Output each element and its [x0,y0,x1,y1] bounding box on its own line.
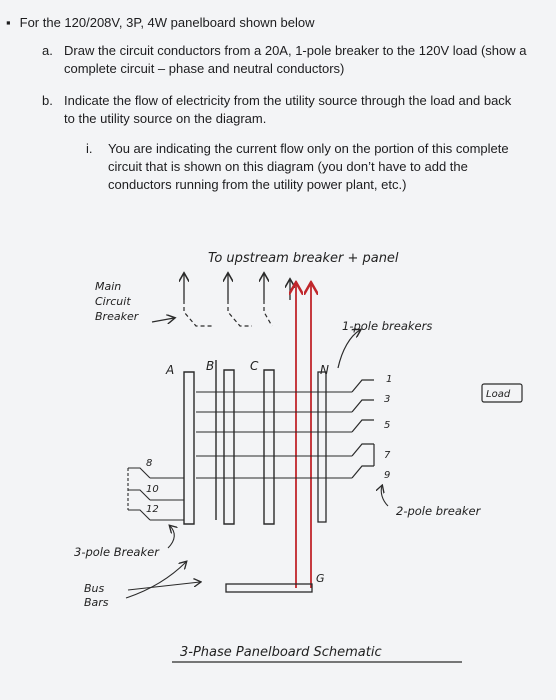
bus-bars [184,360,274,524]
breaker-number-12: 12 [146,504,159,515]
question-text: For the 120/208V, 3P, 4W panelboard shown below [19,15,315,30]
top-label: To upstream breaker + panel [208,251,399,266]
breaker-number-5: 5 [384,420,391,431]
main-breaker-label-1: Main [95,280,122,293]
item-b-line2: to the utility source on the diagram. [64,111,267,126]
ground-label: G [316,572,325,585]
main-breaker-switches [184,300,272,326]
item-a-label: a. [42,43,53,58]
main-breaker-label-3: Breaker [95,310,139,323]
neutral-label: N [320,363,329,377]
breaker-number-7: 7 [384,450,391,461]
item-b-i-label: i. [86,141,93,156]
bus-arrow-2 [128,582,200,590]
breaker-number-10: 10 [146,484,159,495]
item-a-line2: complete circuit – phase and neutral conductors) [64,61,345,76]
item-b-label: b. [42,93,53,108]
phase-b-label: B [206,359,215,373]
schematic-title: 3-Phase Panelboard Schematic [180,645,382,660]
item-b-i-line2: circuit that is shown on this diagram (you don’t have to add the [108,159,468,174]
bullet-icon: ▪ [6,15,11,30]
one-pole-label: 1-pole breakers [342,319,433,333]
breaker-number-9: 9 [384,470,391,481]
two-pole-arrow [381,486,388,506]
three-pole-arrow [168,526,174,548]
item-a-line1: Draw the circuit conductors from a 20A, 1-pole breaker to the 120V load (show a [64,43,527,58]
upstream-arrows [184,274,290,300]
main-breaker-label-2: Circuit [95,295,131,308]
breaker-taps [150,392,352,520]
phase-c-label: C [250,359,259,373]
item-b-i-line1: You are indicating the current flow only on the portion of this complete [108,141,509,156]
breaker-number-1: 1 [386,374,393,385]
phase-a-label: A [166,363,175,377]
ground-bus [226,584,312,592]
breaker-number-8: 8 [146,458,153,469]
bus-arrow-1 [126,562,186,598]
neutral-bus [318,372,326,522]
two-pole-label: 2-pole breaker [396,504,481,518]
current-flow-lines [296,284,311,588]
bus-label-2: Bars [84,596,109,609]
item-b-i-line3: conductors running from the utility power plant, etc.) [108,177,407,192]
three-pole-label: 3-pole Breaker [74,545,159,559]
item-b-line1: Indicate the flow of electricity from the utility source through the load and back [64,93,512,108]
main-breaker-arrow [152,318,174,322]
breaker-number-3: 3 [384,394,391,405]
right-breakers [352,380,374,478]
one-pole-arrow [338,330,360,368]
bus-label-1: Bus [84,582,105,595]
load-label: Load [486,389,511,400]
